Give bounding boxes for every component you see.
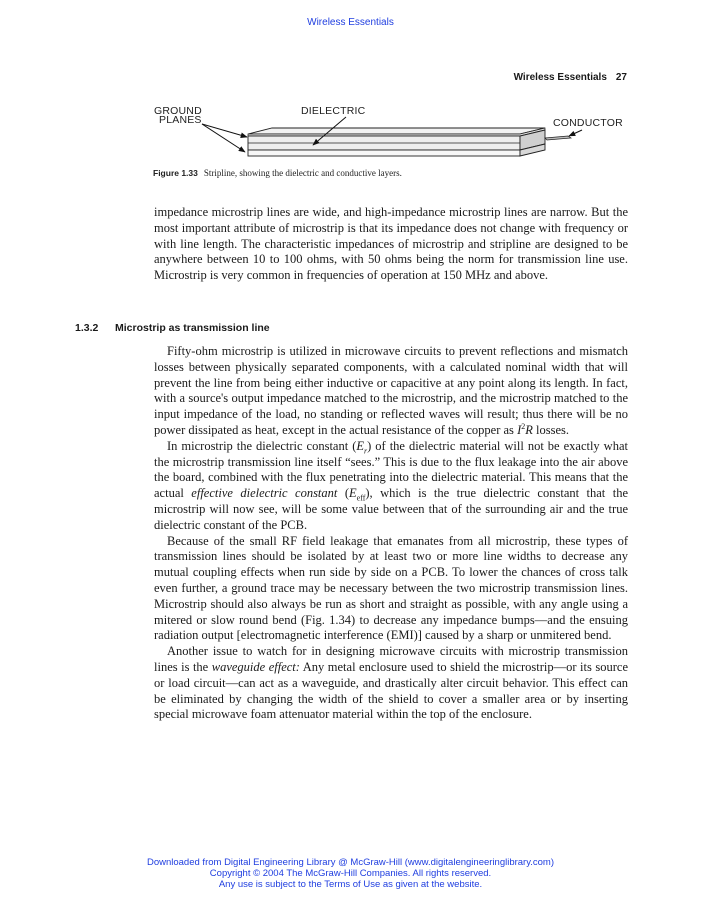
paragraph-3: Because of the small RF field leakage that emanates from all microstrip, these types of transmission lines should be isolated by at least two or more line widths to decrease any mutual coupling effects when run side by side on a PCB. To lower the chances of cross talk even further, a ground trace may be necessary between the two microstrip transmission lines. Microstrip should also always be run as short and straight as possible, with any angle using a mitered or slow round bend (Fig. 1.34) to decrease any impedance bumps—and the ensuing radiation output [electromagnetic interference (EMI)] caused by a sharp or unmitered bend. [154, 533, 628, 643]
footer-copyright: Copyright © 2004 The McGraw-Hill Companies. All rights reserved. [209, 868, 492, 879]
intro-paragraph: impedance microstrip lines are wide, and high-impedance microstrip lines are narrow. But the most important attribute of microstrip is that its impedance does not change with frequency or with line length. The characteristic impedances of microstrip and stripline are designed to be anywhere between 10 to 100 ohms, with 50 ohms being the norm for transmission line use. Microstrip is very common in frequencies of operation at 150 MHz and above. [154, 205, 628, 283]
stripline-diagram [150, 100, 640, 168]
label-ground: GROUND [154, 105, 202, 117]
arrow-conductor [569, 130, 582, 136]
section-title: Microstrip as transmission line [115, 322, 270, 334]
footer-terms-link[interactable]: Any use is subject to the Terms of Use as given at the website. [218, 879, 483, 890]
footer-download-link[interactable]: Downloaded from Digital Engineering Library @ McGraw-Hill (www.digitalengineeringlibrary.com) [146, 857, 555, 868]
intro-text [154, 205, 628, 284]
section-heading [75, 322, 270, 334]
page-number: 27 [615, 72, 627, 83]
paragraph-1: Fifty-ohm microstrip is utilized in microwave circuits to prevent reflections and mismatch losses between physically separated components, with a calculated nominal width that will prevent the line from being either inductive or capacitive at any point along its length. In fact, with a source's output impedance matched to the microstrip, and the microstrip matched to the input impedance of the load, no standing or reflected waves will result; thus there will be no power dissipated as heat, except in the actual resistance of the copper as $I^2R$ losses. [154, 344, 628, 437]
paragraph-2: In microstrip the dielectric constant $(E_r)$ of the dielectric material will not be exactly what the microstrip transmission line itself “sees.” This is due to the flux leakage into the air above the board, combined with the flux penetrating into the dielectric material. This means that the actual effective dielectric constant $(E_{eff})$, which is the true dielectric constant that the microstrip will now see, will be some value between that of the surrounding air and the true dielectric constant of the PCB. [154, 438, 628, 532]
running-header [514, 72, 627, 83]
label-conductor: CONDUCTOR [553, 117, 623, 129]
label-ground-planes [154, 107, 202, 125]
caption-text: Stripline, showing the dielectric and conductive layers. [203, 168, 402, 178]
label-planes: PLANES [159, 114, 202, 126]
conductor-pin [545, 136, 571, 140]
section-number: 1.3.2 [75, 322, 99, 334]
bottom-ground-plane [248, 150, 520, 156]
caption-number: Figure 1.33 [153, 168, 198, 178]
running-title: Wireless Essentials [513, 72, 607, 83]
top-site-link[interactable]: Wireless Essentials [307, 17, 394, 28]
section-body [154, 344, 628, 723]
label-dielectric: DIELECTRIC [301, 105, 366, 117]
top-ground-plane [248, 128, 545, 134]
footer [0, 857, 701, 890]
paragraph-4: Another issue to watch for in designing microwave circuits with microstrip transmission lines is the waveguide effect: Any metal enclosure used to shield the microstrip—or its source or load circuit—can act as a waveguide, and drastically alter circuit behavior. This effect can be eliminated by changing the width of the shield to cover a smaller area or by inserting special microwave foam attenuator material within the top of the enclosure. [154, 644, 628, 722]
arrow-ground-bottom [202, 124, 245, 152]
stripline-figure [150, 100, 640, 168]
figure-caption [153, 168, 613, 178]
arrow-ground-top [202, 124, 247, 137]
